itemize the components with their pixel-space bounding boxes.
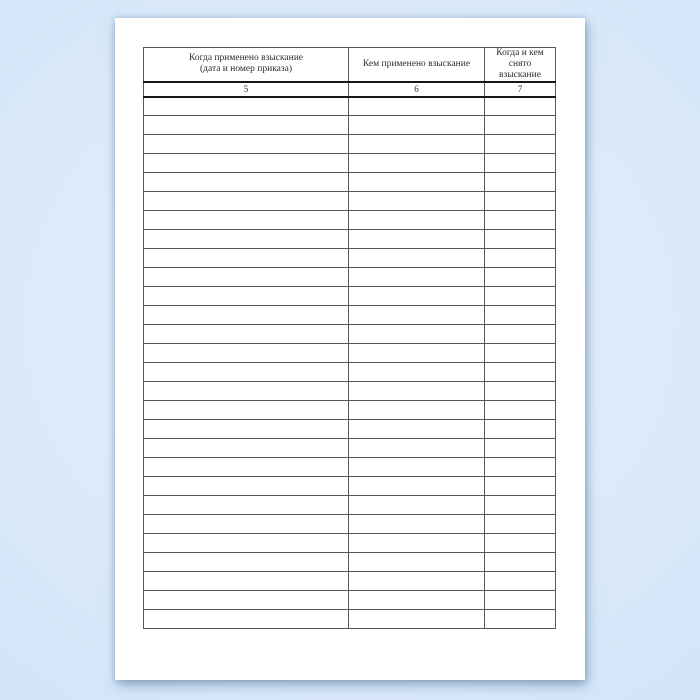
empty-row [144,287,556,306]
empty-cell [144,325,349,344]
empty-cell [144,154,349,173]
column-header-applied-by [349,48,485,82]
empty-cell [485,477,556,496]
empty-cell [144,306,349,325]
empty-row [144,477,556,496]
empty-cell [485,610,556,629]
disciplinary-record-table [143,47,556,629]
empty-cell [144,363,349,382]
empty-cell [144,97,349,116]
empty-cell [349,344,485,363]
empty-row [144,211,556,230]
empty-row [144,458,556,477]
empty-cell [144,515,349,534]
empty-cell [349,173,485,192]
empty-cell [349,439,485,458]
empty-cell [485,344,556,363]
empty-row [144,173,556,192]
header-line: Когда применено взыскание [188,52,304,63]
empty-row [144,553,556,572]
empty-cell [144,458,349,477]
empty-cell [144,477,349,496]
empty-cell [349,287,485,306]
empty-cell [349,154,485,173]
empty-cell [349,610,485,629]
empty-cell [349,325,485,344]
table-header-row [144,48,556,82]
empty-row [144,496,556,515]
empty-row [144,230,556,249]
empty-row [144,135,556,154]
empty-row [144,249,556,268]
empty-row [144,420,556,439]
empty-row [144,268,556,287]
empty-cell [144,420,349,439]
empty-cell [485,230,556,249]
empty-cell [349,591,485,610]
empty-cell [349,572,485,591]
empty-cell [349,306,485,325]
column-number-7: 7 [485,82,556,97]
empty-cell [485,534,556,553]
empty-row [144,572,556,591]
empty-cell [485,116,556,135]
empty-cell [485,287,556,306]
empty-cell [144,211,349,230]
empty-cell [144,344,349,363]
empty-row [144,116,556,135]
empty-cell [349,382,485,401]
header-line: (дата и номер приказа) [199,64,293,75]
empty-cell [349,230,485,249]
empty-cell [349,401,485,420]
empty-cell [485,515,556,534]
empty-cell [144,382,349,401]
empty-cell [485,553,556,572]
empty-cell [144,534,349,553]
empty-cell [485,496,556,515]
empty-cell [349,553,485,572]
empty-row [144,325,556,344]
empty-cell [485,306,556,325]
empty-cell [144,173,349,192]
empty-cell [349,116,485,135]
table-body [144,97,556,629]
header-line: взыскание [499,69,541,80]
empty-cell [349,211,485,230]
empty-cell [144,116,349,135]
empty-cell [349,477,485,496]
empty-row [144,515,556,534]
table-number-row [144,82,556,97]
empty-cell [144,192,349,211]
empty-cell [144,268,349,287]
column-number-6: 6 [349,82,485,97]
header-line: снято [508,58,532,69]
empty-cell [485,249,556,268]
empty-cell [144,553,349,572]
empty-cell [144,401,349,420]
empty-cell [485,458,556,477]
column-number-5: 5 [144,82,349,97]
empty-cell [349,268,485,287]
empty-cell [485,154,556,173]
empty-row [144,382,556,401]
header-line: Кем применено взыскание [362,58,471,69]
empty-cell [485,173,556,192]
empty-cell [144,230,349,249]
empty-cell [144,249,349,268]
empty-cell [485,591,556,610]
empty-cell [144,572,349,591]
empty-cell [144,135,349,154]
empty-cell [485,268,556,287]
empty-row [144,534,556,553]
empty-cell [485,572,556,591]
empty-cell [349,534,485,553]
empty-cell [485,135,556,154]
column-header-when-applied [144,48,349,82]
empty-cell [485,420,556,439]
empty-cell [144,496,349,515]
empty-row [144,344,556,363]
empty-cell [349,97,485,116]
empty-cell [144,591,349,610]
document-page [115,18,585,680]
empty-cell [349,249,485,268]
empty-cell [485,382,556,401]
empty-cell [485,211,556,230]
empty-cell [144,439,349,458]
empty-row [144,401,556,420]
empty-cell [485,439,556,458]
empty-cell [485,97,556,116]
empty-cell [485,192,556,211]
header-line: Когда и кем [496,48,544,59]
empty-row [144,610,556,629]
empty-cell [349,458,485,477]
empty-row [144,306,556,325]
empty-cell [144,610,349,629]
empty-cell [349,420,485,439]
empty-row [144,154,556,173]
empty-cell [144,287,349,306]
empty-cell [485,363,556,382]
column-header-when-removed [485,48,556,82]
empty-row [144,192,556,211]
empty-cell [485,401,556,420]
empty-row [144,439,556,458]
empty-cell [349,192,485,211]
empty-cell [349,515,485,534]
empty-row [144,591,556,610]
empty-cell [349,363,485,382]
empty-cell [485,325,556,344]
empty-cell [349,135,485,154]
empty-row [144,97,556,116]
empty-cell [349,496,485,515]
empty-row [144,363,556,382]
